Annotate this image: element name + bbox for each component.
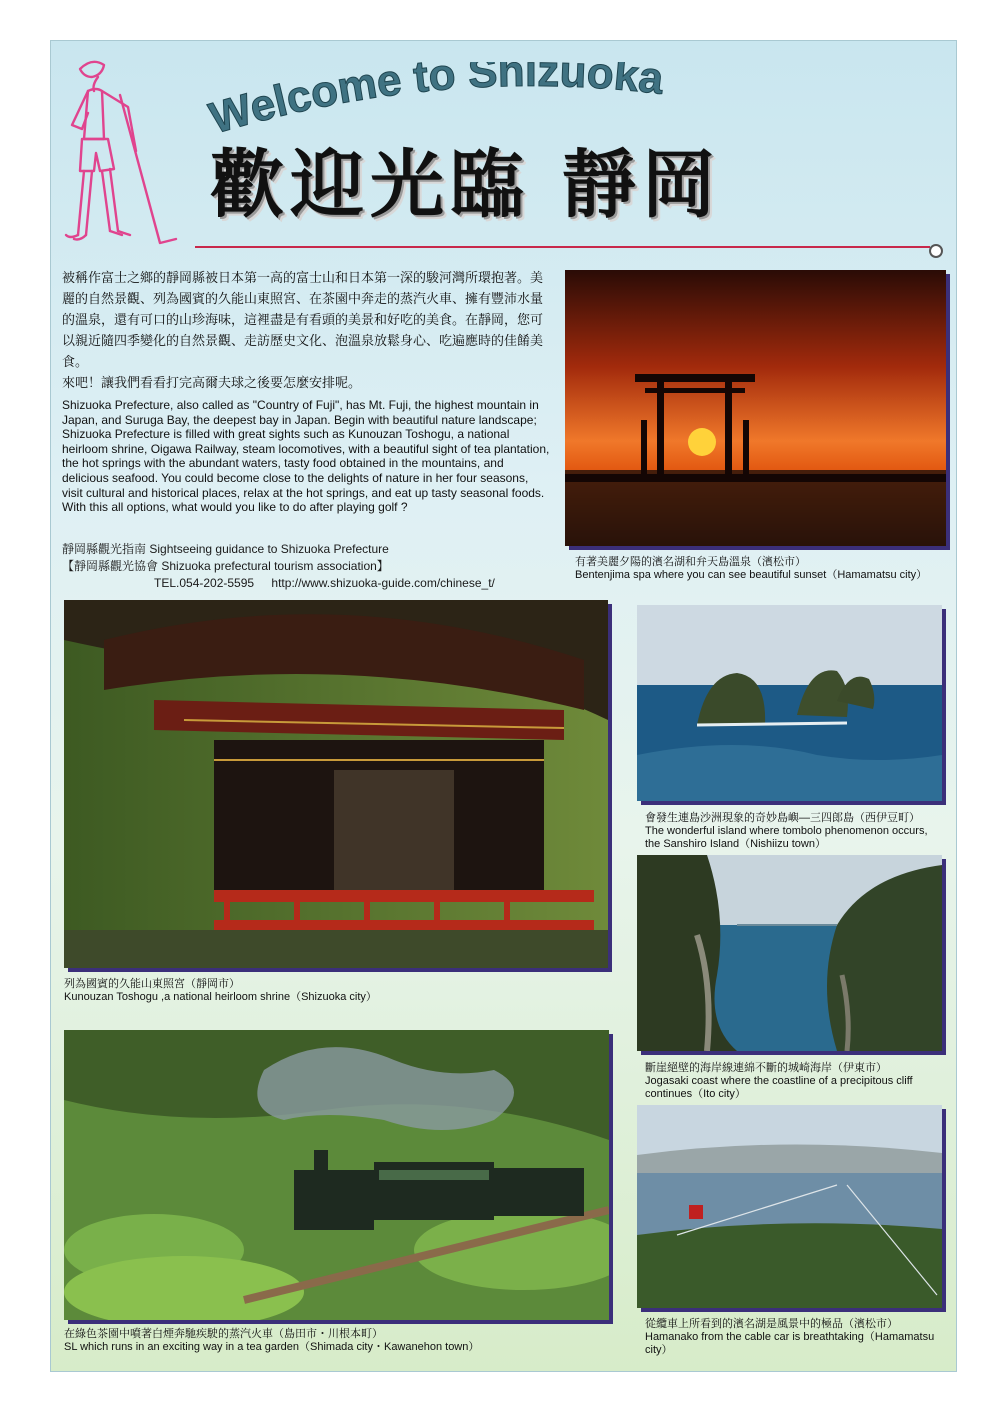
caption-train-en: SL which runs in an exciting way in a tea garden（Shimada city・Kawanehon town） [64, 1341, 480, 1353]
caption-coast-zh: 斷崖絕壁的海岸線連綿不斷的城崎海岸（伊東市） [645, 1062, 887, 1074]
title-divider [195, 246, 930, 248]
tourism-contact [62, 541, 562, 592]
caption-island-zh: 會發生連島沙洲現象的奇妙島嶼—三四郎島（西伊豆町） [645, 812, 920, 824]
caption-lake-zh: 從纜車上所看到的濱名湖是風景中的極品（濱松市） [645, 1318, 898, 1330]
intro-chinese-paragraph: 被稱作富士之鄉的靜岡縣被日本第一高的富士山和日本第一深的駿河灣所環抱著。美麗的自然景觀、列為國賓的久能山東照宮、在茶園中奔走的蒸汽火車、擁有豐沛水量的溫泉，還有可口的山珍海味，這裡盡是有看頭的美景和好吃的美食。在靜岡，您可以親近隨四季變化的自然景觀、走訪歷史文化、泡溫泉放鬆身心、吃遍應時的佳餚美食。 [62, 271, 544, 370]
photo-hamanako-lake [637, 1105, 942, 1308]
phone-number: TEL.054-202-5595 [154, 576, 255, 590]
association-zh: 【靜岡縣觀光協會 [62, 559, 159, 573]
intro-chinese [62, 268, 552, 394]
caption-lake-en: Hamanako from the cable car is breathtaking（Hamamatsu city） [645, 1331, 935, 1356]
caption-shrine [64, 978, 604, 1004]
photo-sanshiro-island [637, 605, 942, 801]
caption-lake [645, 1318, 945, 1357]
guide-title-zh: 靜岡縣觀光指南 [62, 542, 147, 556]
intro-english: Shizuoka Prefecture, also called as "Country of Fuji", has Mt. Fuji, the highest mountain in Japan, and Suruga Bay, the deepest bay in Japan. Begin with beautiful nature landscape; Shizuoka Prefecture is filled with great sights such as Kunouzan Toshogu, a national heirloom shrine, Oigawa Railway, steam locomotives, with a beautiful sight of tea plantation, the hot springs with the abundant waters, tasty food obtained in the mountains, and delicious seafood. You could become close to the delights of nature in her four seasons, visit cultural and historical places, relax at the hot springs, and eat up tasty seasonal foods. With this all options, what would you like to do after playing golf ? [62, 398, 550, 515]
intro-chinese-invitation: 來吧！讓我們看看打完高爾夫球之後要怎麼安排呢。 [62, 376, 362, 391]
guide-title-en: Sightseeing guidance to Shizuoka Prefecture [149, 542, 389, 556]
caption-train-zh: 在綠色茶園中噴著白煙奔馳疾駛的蒸汽火車（島田市・川根本町） [64, 1328, 383, 1340]
title-english [205, 62, 725, 142]
caption-coast [645, 1062, 945, 1101]
title-english-text: Welcome to Shizuoka [205, 62, 666, 142]
svg-text:Welcome to Shizuoka [205, 62, 666, 142]
caption-shrine-en: Kunouzan Toshogu ,a national heirloom shrine（Shizuoka city） [64, 991, 377, 1003]
golfer-icon [58, 55, 178, 255]
divider-end-dot [929, 244, 943, 258]
association-en: Shizuoka prefectural tourism association】 [161, 559, 389, 573]
photo-kunouzan-shrine [64, 600, 608, 968]
title-chinese: 歡迎光臨 靜岡 [210, 142, 722, 228]
caption-coast-en: Jogasaki coast where the coastline of a precipitous cliff continues（Ito city） [645, 1075, 913, 1100]
caption-sunset-zh: 有著美麗夕陽的濱名湖和弁天島溫泉（濱松市） [575, 556, 806, 568]
caption-sunset [575, 556, 955, 582]
caption-train [64, 1328, 624, 1354]
photo-steam-train [64, 1030, 609, 1320]
caption-shrine-zh: 列為國賓的久能山東照宮（靜岡市） [64, 978, 240, 990]
caption-island [645, 812, 945, 851]
caption-sunset-en: Bentenjima spa where you can see beautiful sunset（Hamamatsu city） [575, 569, 928, 581]
photo-jogasaki-coast [637, 855, 942, 1051]
website-link[interactable]: http://www.shizuoka-guide.com/chinese_t/ [271, 576, 495, 590]
photo-torii-sunset [565, 270, 946, 546]
caption-island-en: The wonderful island where tombolo phenomenon occurs, the Sanshiro Island（Nishiizu town） [645, 825, 928, 850]
